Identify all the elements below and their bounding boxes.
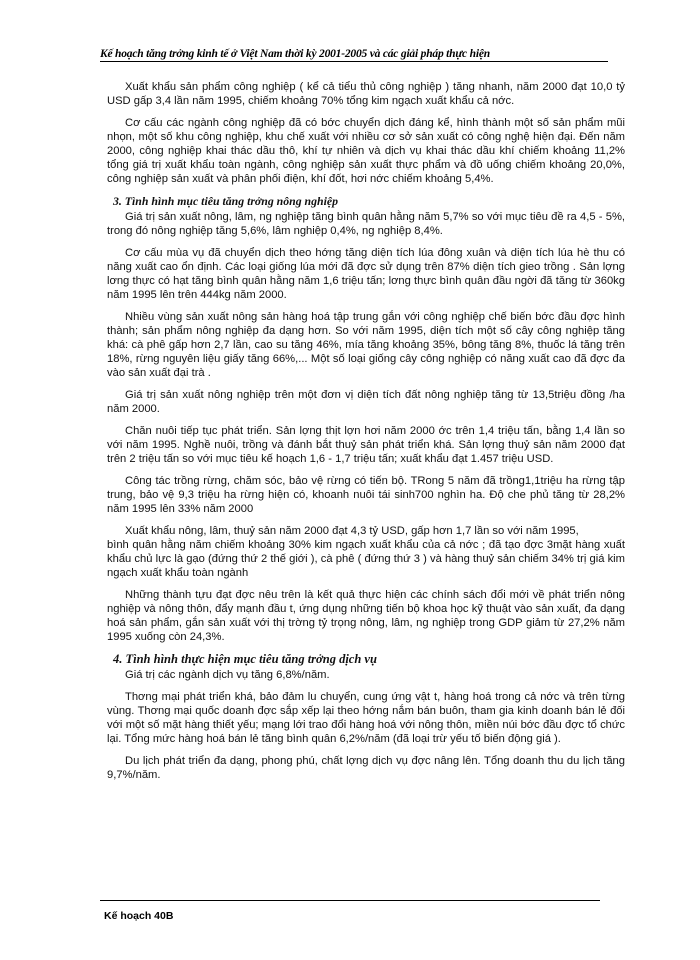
paragraph-export-share: bình quân hằng năm chiếm khoảng 30% kim ngạch xuất khẩu của cả nớc ; đã tạo đợc 3mặt hàng xuất khẩu chủ lực là gạo (đứng thứ 2 thế giới ), cà phê ( đứng thứ 3 ) và hàng thuỷ sản chiếm 34% trị giá kim ngạch xuất khẩu toàn ngành: [107, 539, 625, 579]
paragraph-industry-structure: Cơ cấu các ngành công nghiệp đã có bớc chuyển dịch đáng kể, hình thành một số sản phẩm mũi nhọn, một số khu công nghiệp, khu chế xuất với nhiều cơ sở sản xuất có công nghệ hiện đại. Đến năm 2000, công nghiệp khai thác dầu thô, khí tự nhiên và dịch vụ khai thác dầu khí chiếm khoảng 11,2% tổng giá trị xuất khẩu toàn ngành, công nghiệp sản xuất thực phẩm và đồ uống chiếm khoảng 20,0%, công nghiệp sản xuất và phân phối điện, khí đốt, hơi nớc chiếm khoảng 5,4%.: [107, 117, 625, 185]
paragraph-crop-seasons: Cơ cấu mùa vụ đã chuyển dịch theo hớng tăng diện tích lúa đông xuân và diện tích lúa hè thu có năng xuất cao ổn định. Các loại giống lúa mới đã đợc sử dụng trên 87% diện tích gieo trồng . Sản lợng lơng thực có hạt tăng bình quân hằng năm 1,6 triệu tấn; lơng thực bình quân đầu ngời đã tăng từ 360kg năm 1995 lên trên 444kg năm 2000.: [107, 247, 625, 301]
running-header: Kế hoạch tăng trởng kinh tế ở Việt Nam thời kỳ 2001-2005 và các giải pháp thực hiện: [100, 48, 608, 62]
paragraph-agri-exports: Xuất khẩu nông, lâm, thuỷ sản năm 2000 đạt 4,3 tỷ USD, gấp hơn 1,7 lần so với năm 1995,: [125, 525, 579, 537]
paragraph-industrial-exports: Xuất khẩu sản phẩm công nghiệp ( kể cả tiểu thủ công nghiệp ) tăng nhanh, năm 2000 đạt 10,0 tỷ USD gấp 3,4 lần năm 1995, chiếm khoảng 70% tổng kim ngạch xuất khẩu cả nớc.: [107, 81, 625, 107]
paragraph-livestock-fishery: Chăn nuôi tiếp tục phát triển. Sản lợng thịt lợn hơi năm 2000 ớc trên 1,4 triệu tấn, bằng 1,4 lần so với năm 1995. Nghề nuôi, trồng và đánh bắt thuỷ sản phát triển khá. Sản lợng thuỷ sản năm 2000 đạt trên 2 triệu tấn so với mục tiêu kế hoạch 1,6 - 1,7 triệu tấn; xuất khẩu đạt 1.457 triệu USD.: [107, 425, 625, 465]
paragraph-agri-output: Giá trị sản xuất nông, lâm, ng nghiệp tăng bình quân hằng năm 5,7% so với mục tiêu đề ra 4,5 - 5%, trong đó nông nghiệp tăng 5,6%, lâm nghiệp 0,4%, ng nghiệp 8,4%.: [107, 211, 625, 237]
paragraph-forestry: Công tác trồng rừng, chăm sóc, bảo vệ rừng có tiến bộ. TRong 5 năm đã trồng1,1triệu ha rừng tập trung, bảo vệ 9,3 triệu ha rừng hiện có, khoanh nuôi tái sinh700 nghìn ha. Độ che phủ tăng từ 28,2% năm 1995 lên 33% năm 2000: [107, 475, 625, 515]
footer-label: Kế hoạch 40B: [104, 910, 174, 922]
paragraph-commodity-regions: Nhiều vùng sản xuất nông sản hàng hoá tập trung gắn với công nghiệp chế biến bớc đầu đợc hình thành; sản phẩm nông nghiệp đa dạng hơn. So với năm 1995, diện tích một số cây công nghiệp tăng khá: cà phê gấp hơn 2,7 lần, cao su tăng 46%, mía tăng khoảng 35%, bông tăng 8%, thuốc lá tăng trên 18%, rừng nguyên liệu giấy tăng 66%,... Một số loại giống cây công nghiệp có năng xuất cao đã đợc đa vào sản xuất đại trà .: [107, 311, 625, 379]
section-heading-services: 4. Tình hình thực hiện mục tiêu tăng trởng dịch vụ: [113, 652, 377, 666]
footer-divider: [100, 900, 600, 901]
paragraph-trade: Thơng mại phát triển khá, bảo đảm lu chuyển, cung ứng vật t, hàng hoá trong cả nớc và trên từng vùng. Thơng mại quốc doanh đợc sắp xếp lại theo hớng nắm bán buôn, tham gia kinh doanh bán lẻ đối với một số mặt hàng thiết yếu; mạng lới trao đổi hàng hoá với nông thôn, miền núi bớc đầu đợc tổ chức lại. Tổng mức hàng hoá bán lẻ tăng bình quân 6,2%/năm (đã loại trừ yếu tố biến động giá ).: [107, 691, 625, 745]
paragraph-tourism: Du lịch phát triển đa dạng, phong phú, chất lợng dịch vụ đợc nâng lên. Tổng doanh thu du lịch tăng 9,7%/năm.: [107, 755, 625, 781]
paragraph-services-growth: Giá trị các ngành dịch vụ tăng 6,8%/năm.: [125, 669, 330, 681]
document-body: [107, 80, 625, 790]
paragraph-achievements: Những thành tựu đạt đợc nêu trên là kết quả thực hiện các chính sách đổi mới về phát triển nông nghiệp và nông thôn, đẩy mạnh đầu t, ứng dụng những tiến bộ khoa học kỹ thuật vào sản xuất, đa dạng hoá sản phẩm, gắn sản xuất với thị trờng tỷ trọng nông, lâm, ng nghiệp trong GDP giảm từ 27,2% năm 1995 xuống còn 24,3%.: [107, 589, 625, 643]
section-heading-agriculture: 3. Tình hình mục tiêu tăng trởng nông nghiệp: [113, 194, 338, 208]
paragraph-land-productivity: Giá trị sản xuất nông nghiệp trên một đơn vị diện tích đất nông nghiệp tăng từ 13,5triệu đồng /ha năm 2000.: [107, 389, 625, 415]
